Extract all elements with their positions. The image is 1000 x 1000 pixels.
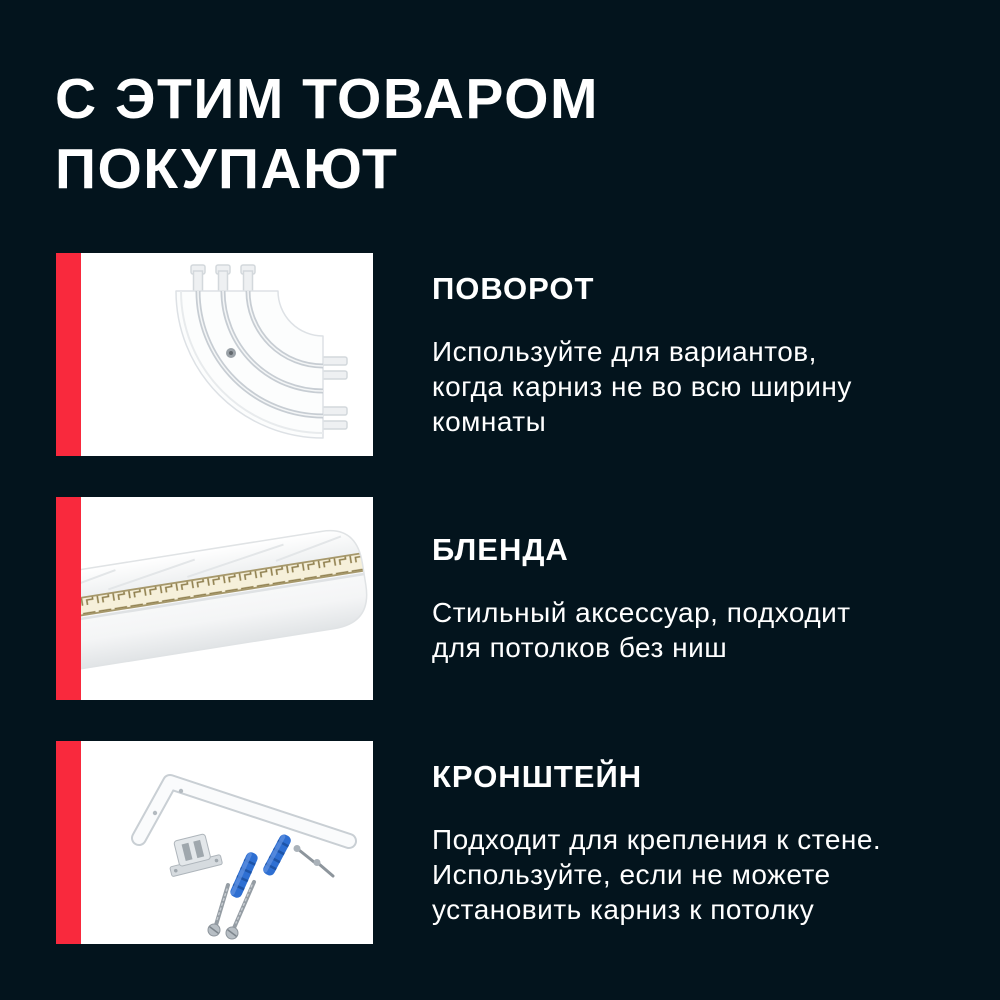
product-photo-frame xyxy=(81,497,373,700)
product-description: Стильный аксессуар, подходит для потолков без ниш xyxy=(432,597,851,663)
blenda-rail-photo xyxy=(81,497,373,700)
product-card-povorot xyxy=(56,253,977,456)
corner-piece-photo xyxy=(81,253,373,456)
product-description: Подходит для крепления к стене. Используйте, если не можете установить карниз к потолку xyxy=(432,823,882,925)
product-card-blenda xyxy=(56,497,977,700)
product-name: ПОВОРОТ xyxy=(432,270,595,306)
product-info xyxy=(432,497,977,700)
red-accent-stripe xyxy=(56,741,81,944)
product-description: Используйте для вариантов, когда карниз не во всю ширину комнаты xyxy=(432,335,852,437)
product-name: БЛЕНДА xyxy=(432,532,569,567)
page-title: С ЭТИМ ТОВАРОМ ПОКУПАЮТ xyxy=(55,67,599,201)
bracket-kit-photo xyxy=(81,741,373,944)
product-name: КРОНШТЕЙН xyxy=(432,758,643,794)
related-products-list xyxy=(56,253,977,944)
red-accent-stripe xyxy=(56,253,81,456)
product-photo-frame xyxy=(81,741,373,944)
product-info xyxy=(432,253,977,456)
product-card-kronshtein xyxy=(56,741,977,944)
red-accent-stripe xyxy=(56,497,81,700)
product-info xyxy=(432,741,977,944)
product-photo-frame xyxy=(81,253,373,456)
